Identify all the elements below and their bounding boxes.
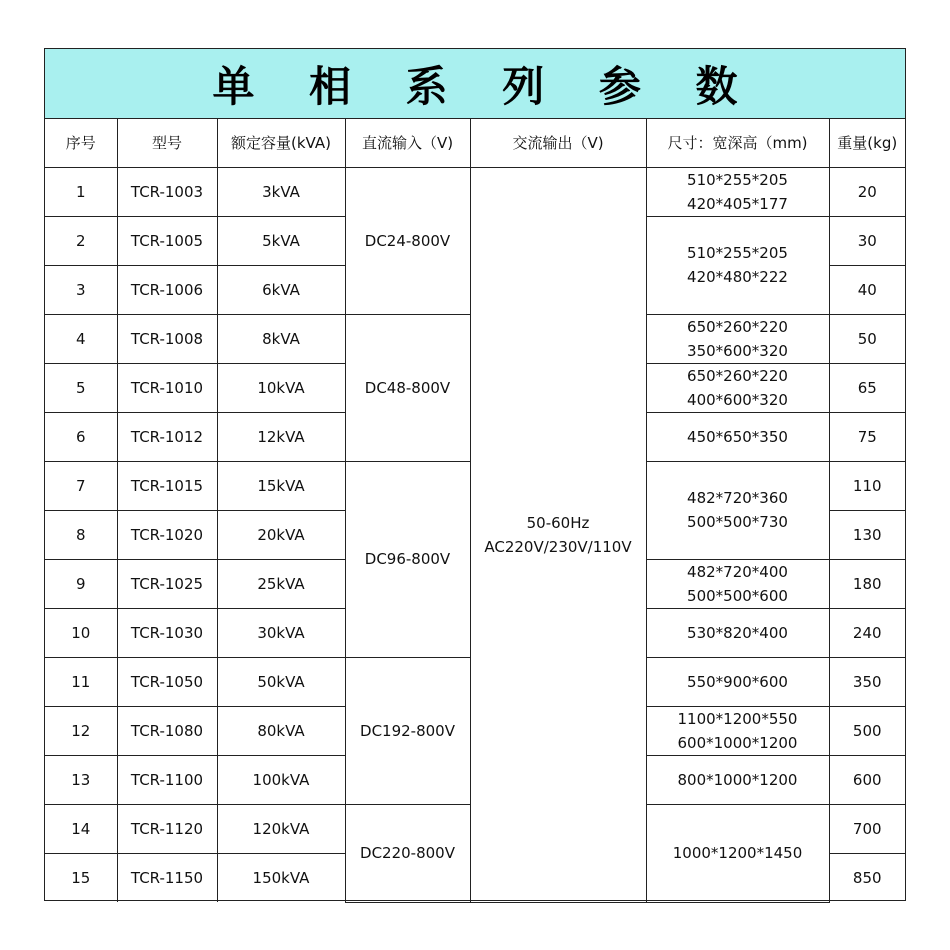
cell-weight: 700 <box>829 804 905 853</box>
cell-no: 7 <box>45 461 117 510</box>
cell-model: TCR-1025 <box>117 559 217 608</box>
cell-no: 15 <box>45 853 117 902</box>
dimension-line: 650*260*220 <box>687 317 788 336</box>
dimension-line: 482*720*400 <box>687 562 788 581</box>
cell-weight: 75 <box>829 412 905 461</box>
cell-dimensions: 530*820*400 <box>646 608 829 657</box>
cell-no: 3 <box>45 265 117 314</box>
cell-model: TCR-1100 <box>117 755 217 804</box>
cell-model: TCR-1010 <box>117 363 217 412</box>
cell-weight: 500 <box>829 706 905 755</box>
cell-no: 12 <box>45 706 117 755</box>
dimension-line: 510*255*205 <box>687 244 788 262</box>
cell-model: TCR-1015 <box>117 461 217 510</box>
cell-model: TCR-1008 <box>117 314 217 363</box>
dimension-line: 420*405*177 <box>687 194 788 213</box>
cell-dimensions <box>646 314 829 363</box>
header-no: 序号 <box>45 119 117 167</box>
cell-weight: 30 <box>829 216 905 265</box>
cell-weight: 180 <box>829 559 905 608</box>
cell-model: TCR-1050 <box>117 657 217 706</box>
dimension-line: 650*260*220 <box>687 366 788 385</box>
cell-capacity: 25kVA <box>217 559 345 608</box>
dimension-line: 400*600*320 <box>687 390 788 409</box>
cell-capacity: 6kVA <box>217 265 345 314</box>
cell-dimensions <box>646 461 829 559</box>
cell-dimensions <box>646 167 829 216</box>
cell-no: 10 <box>45 608 117 657</box>
header-capacity: 额定容量(kVA) <box>217 119 345 167</box>
cell-dimensions <box>646 559 829 608</box>
header-weight: 重量(kg) <box>829 119 905 167</box>
cell-weight: 240 <box>829 608 905 657</box>
cell-dimensions: 800*1000*1200 <box>646 755 829 804</box>
cell-dc-input: DC48-800V <box>345 314 470 461</box>
cell-model: TCR-1006 <box>117 265 217 314</box>
cell-weight: 50 <box>829 314 905 363</box>
cell-capacity: 30kVA <box>217 608 345 657</box>
cell-model: TCR-1003 <box>117 167 217 216</box>
cell-dimensions: 550*900*600 <box>646 657 829 706</box>
spec-table <box>45 119 905 903</box>
dimension-line: 500*500*600 <box>687 586 788 605</box>
cell-weight: 65 <box>829 363 905 412</box>
cell-weight: 850 <box>829 853 905 902</box>
cell-ac-output <box>470 167 646 902</box>
cell-dimensions <box>646 706 829 755</box>
ac-output-voltage: AC220V/230V/110V <box>484 537 632 556</box>
title-bar <box>45 49 905 119</box>
cell-capacity: 10kVA <box>217 363 345 412</box>
cell-dc-input: DC192-800V <box>345 657 470 804</box>
cell-capacity: 120kVA <box>217 804 345 853</box>
header-dimensions: 尺寸：宽深高（mm) <box>646 119 829 167</box>
cell-model: TCR-1120 <box>117 804 217 853</box>
cell-capacity: 5kVA <box>217 216 345 265</box>
dimension-line: 350*600*320 <box>687 341 788 360</box>
cell-no: 2 <box>45 216 117 265</box>
cell-no: 6 <box>45 412 117 461</box>
dimension-line: 510*255*205 <box>687 170 788 189</box>
cell-no: 8 <box>45 510 117 559</box>
cell-dimensions <box>646 363 829 412</box>
cell-weight: 40 <box>829 265 905 314</box>
cell-dc-input: DC220-800V <box>345 804 470 902</box>
cell-dimensions: 450*650*350 <box>646 412 829 461</box>
cell-no: 9 <box>45 559 117 608</box>
cell-capacity: 50kVA <box>217 657 345 706</box>
dimension-line: 500*500*730 <box>687 513 788 531</box>
cell-no: 4 <box>45 314 117 363</box>
cell-capacity: 150kVA <box>217 853 345 902</box>
dimension-line: 1100*1200*550 <box>677 709 798 728</box>
cell-model: TCR-1030 <box>117 608 217 657</box>
cell-weight: 600 <box>829 755 905 804</box>
cell-model: TCR-1150 <box>117 853 217 902</box>
cell-model: TCR-1020 <box>117 510 217 559</box>
page-title: 单 相 系 列 参 数 <box>212 61 758 111</box>
cell-dimensions: 1000*1200*1450 <box>646 804 829 902</box>
cell-model: TCR-1012 <box>117 412 217 461</box>
header-model: 型号 <box>117 119 217 167</box>
cell-capacity: 80kVA <box>217 706 345 755</box>
cell-dc-input: DC24-800V <box>345 167 470 314</box>
cell-capacity: 20kVA <box>217 510 345 559</box>
cell-no: 11 <box>45 657 117 706</box>
dimension-line: 420*480*222 <box>687 268 788 286</box>
header-row <box>45 119 905 167</box>
cell-dimensions <box>646 216 829 314</box>
cell-capacity: 3kVA <box>217 167 345 216</box>
spec-sheet <box>44 48 906 901</box>
cell-weight: 20 <box>829 167 905 216</box>
ac-output-frequency: 50-60Hz <box>526 513 590 532</box>
cell-no: 1 <box>45 167 117 216</box>
table-row <box>45 167 905 216</box>
header-dc-input: 直流输入（V) <box>345 119 470 167</box>
cell-capacity: 12kVA <box>217 412 345 461</box>
header-ac-output: 交流输出（V) <box>470 119 646 167</box>
cell-capacity: 100kVA <box>217 755 345 804</box>
cell-model: TCR-1080 <box>117 706 217 755</box>
cell-weight: 110 <box>829 461 905 510</box>
cell-no: 14 <box>45 804 117 853</box>
dimension-line: 600*1000*1200 <box>677 733 798 752</box>
cell-weight: 350 <box>829 657 905 706</box>
cell-dc-input: DC96-800V <box>345 461 470 657</box>
cell-no: 5 <box>45 363 117 412</box>
cell-weight: 130 <box>829 510 905 559</box>
cell-capacity: 8kVA <box>217 314 345 363</box>
dimension-line: 482*720*360 <box>687 489 788 507</box>
cell-capacity: 15kVA <box>217 461 345 510</box>
cell-model: TCR-1005 <box>117 216 217 265</box>
cell-no: 13 <box>45 755 117 804</box>
